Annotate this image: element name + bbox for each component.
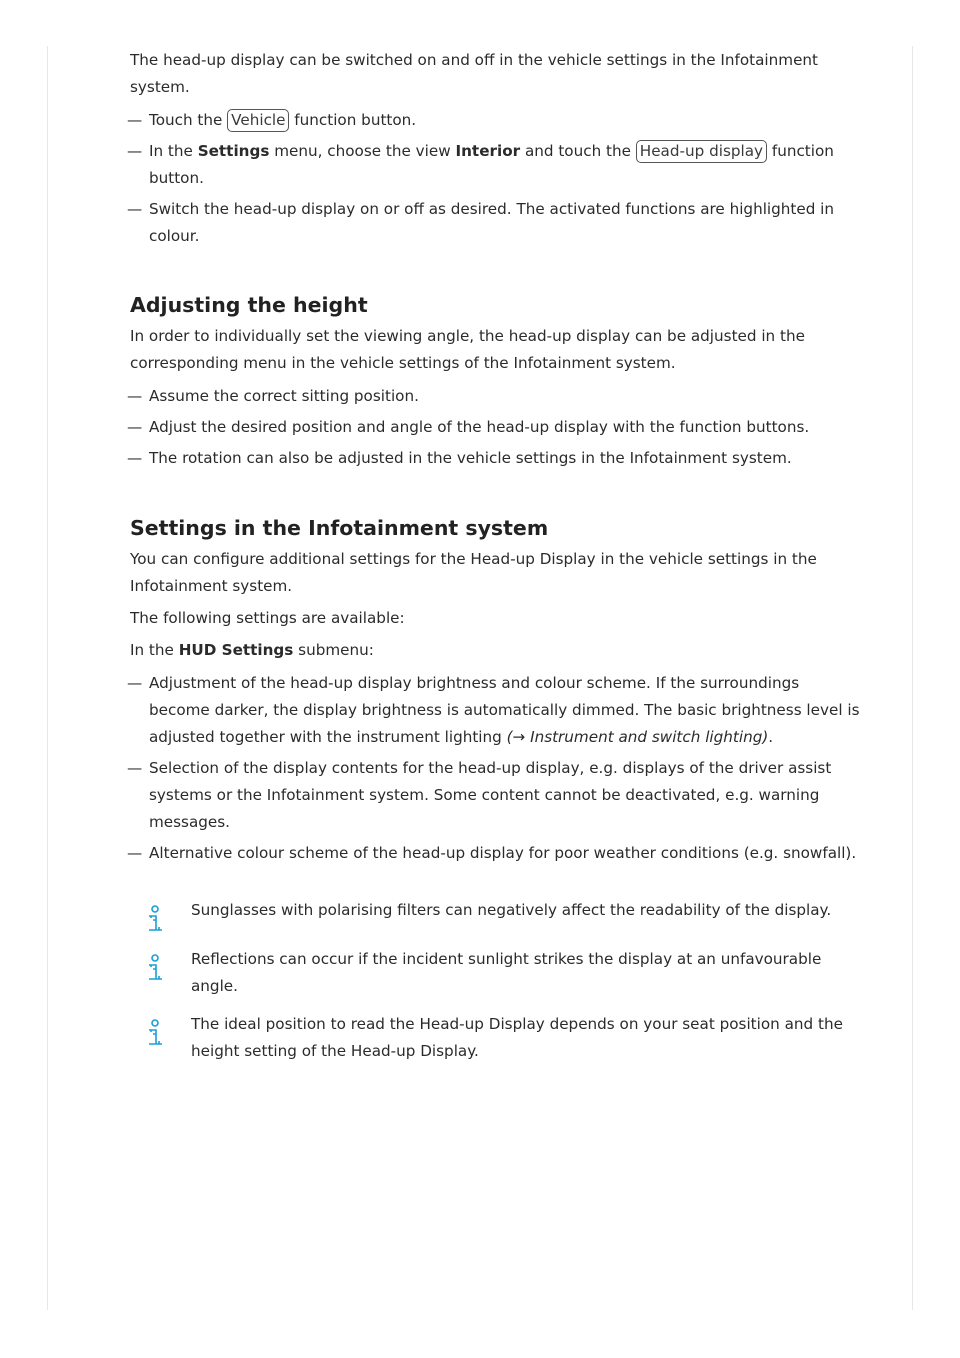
step-dash: —	[127, 111, 143, 129]
step-dash: —	[127, 142, 143, 160]
step-dash: —	[127, 449, 143, 467]
note-reflections	[130, 946, 860, 1000]
heading-infotainment-settings: Settings in the Infotainment system	[130, 516, 549, 540]
settings-item-brightness: — Adjustment of the head-up display brightness and colour scheme. If the surroundings become darker, the display brightness is automatically dimmed. The basic brightness level is adjusted together with the instrument lighting (→ Instrument and switch lighting).	[130, 670, 860, 751]
note-sunglasses	[130, 897, 860, 924]
head-up-display-function-button: Head-up display	[636, 140, 767, 163]
height-intro: In order to individually set the viewing angle, the head-up display can be adjusted in the corresponding menu in the vehicle settings of the Infotainment system.	[130, 327, 805, 372]
info-icon	[144, 954, 166, 984]
note-text: The ideal position to read the Head-up Display depends on your seat position and the height setting of the Head-up Display.	[191, 1015, 843, 1060]
step-touch-vehicle: — Touch the Vehicle function button.	[130, 107, 860, 134]
hud-submenu-line: In the HUD Settings submenu:	[130, 641, 374, 659]
manual-page	[127, 47, 860, 1065]
step-dash: —	[127, 674, 143, 692]
instrument-lighting-link[interactable]: (→ Instrument and switch lighting)	[506, 728, 769, 746]
step-dash: —	[127, 387, 143, 405]
info-icon	[144, 1019, 166, 1049]
left-margin-rule	[47, 46, 48, 1310]
step-choose-interior: — In the Settings menu, choose the view Interior and touch the Head-up display function button.	[130, 138, 860, 192]
intro-paragraph: The head-up display can be switched on and off in the vehicle settings in the Infotainment system.	[130, 51, 818, 96]
heading-adjusting-height: Adjusting the height	[130, 293, 368, 317]
interior-view-label: Interior	[455, 142, 521, 160]
height-step-3: — The rotation can also be adjusted in the vehicle settings in the Infotainment system.	[130, 445, 860, 472]
step-switch-hud: — Switch the head-up display on or off as desired. The activated functions are highlighted in colour.	[130, 196, 860, 250]
right-margin-rule	[912, 46, 913, 1310]
step-dash: —	[127, 200, 143, 218]
vehicle-function-button: Vehicle	[227, 109, 289, 132]
note-text: Sunglasses with polarising filters can negatively affect the readability of the display.	[191, 901, 832, 919]
note-ideal-position	[130, 1011, 860, 1065]
settings-intro: You can configure additional settings for the Head-up Display in the vehicle settings in the Infotainment system.	[130, 550, 817, 595]
step-dash: —	[127, 759, 143, 777]
height-step-2: — Adjust the desired position and angle of the head-up display with the function buttons.	[130, 414, 860, 441]
hud-settings-label: HUD Settings	[178, 641, 294, 659]
info-icon	[144, 905, 166, 935]
height-step-1: — Assume the correct sitting position.	[130, 383, 860, 410]
settings-menu-label: Settings	[197, 142, 270, 160]
settings-available: The following settings are available:	[130, 609, 405, 627]
step-dash: —	[127, 418, 143, 436]
settings-item-contents: — Selection of the display contents for the head-up display, e.g. displays of the driver assist systems or the Infotainment system. Some content cannot be deactivated, e.g. warning messages.	[130, 755, 860, 836]
step-dash: —	[127, 844, 143, 862]
settings-item-colour-scheme: — Alternative colour scheme of the head-up display for poor weather conditions (e.g. snowfall).	[130, 840, 860, 867]
note-text: Reflections can occur if the incident sunlight strikes the display at an unfavourable angle.	[191, 950, 822, 995]
